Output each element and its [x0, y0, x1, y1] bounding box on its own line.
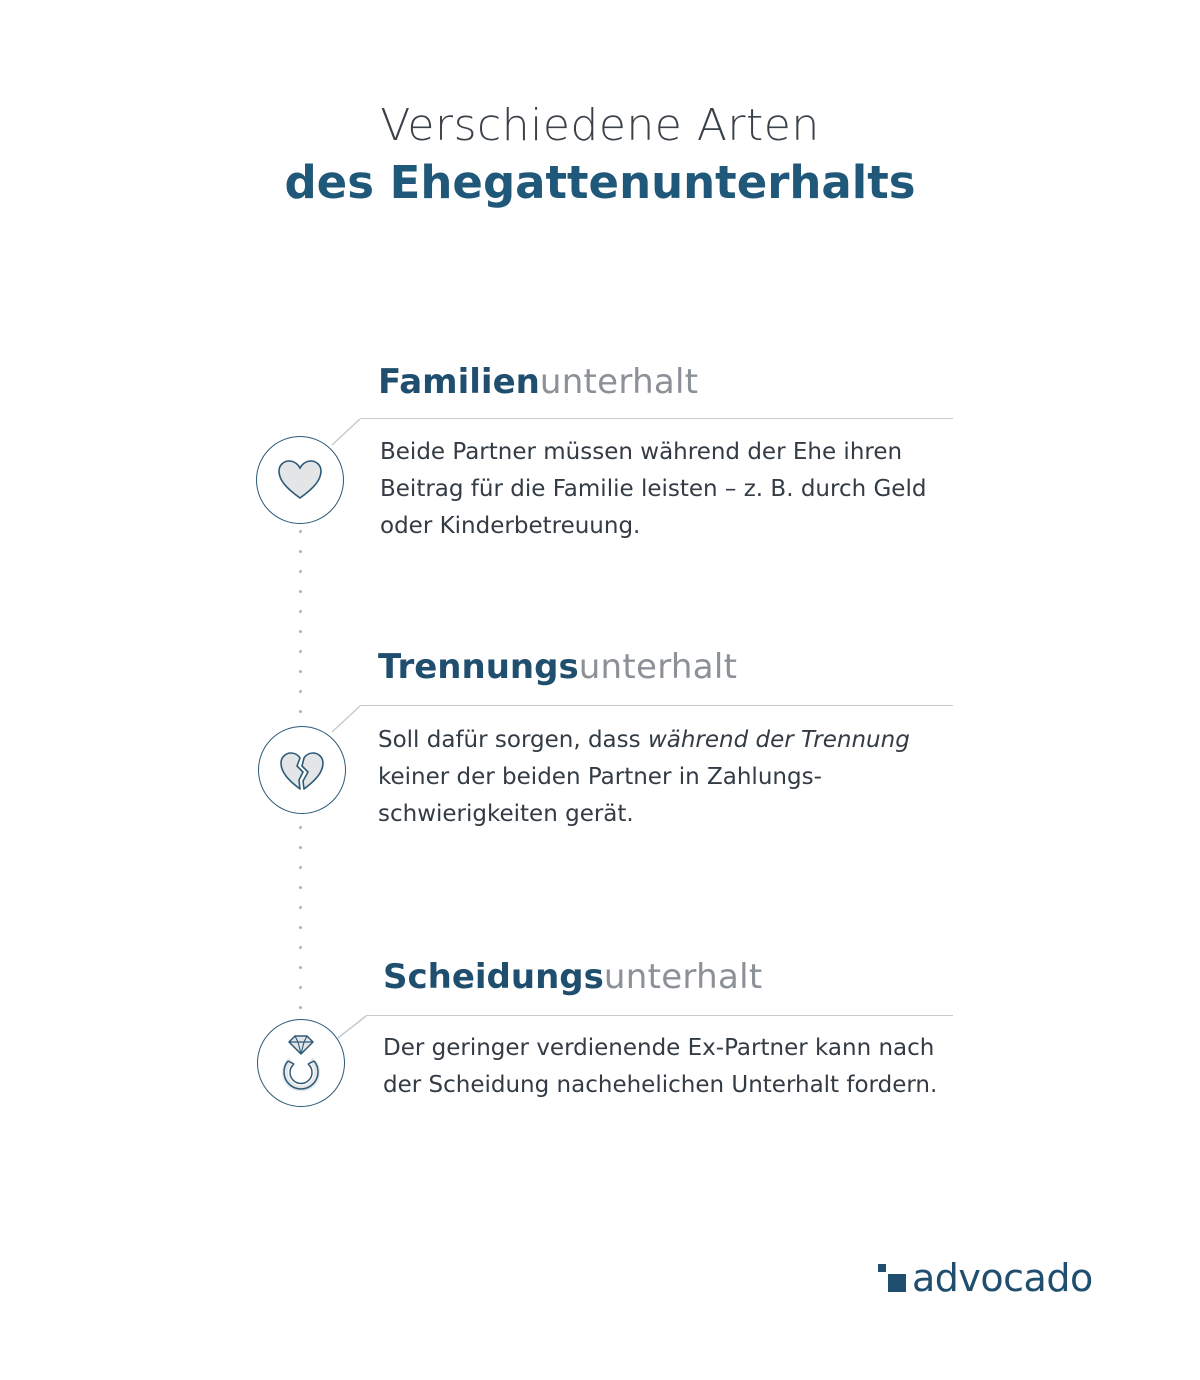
icon-circle [258, 726, 346, 814]
connector-line [330, 418, 362, 446]
logo-text: advocado [912, 1256, 1093, 1300]
broken-heart-icon [277, 745, 327, 795]
heading-light-part: unterhalt [578, 647, 738, 687]
diamond-ring-icon [275, 1034, 327, 1092]
heart-icon [276, 458, 324, 502]
description-italic: während der Trennung [647, 727, 910, 753]
section-heading-scheidungsunterhalt [383, 957, 762, 997]
heading-bold-part: Familien [378, 362, 540, 402]
heading-light-part: unterhalt [603, 957, 763, 997]
description-text-after: keiner der beiden Partner in Zahlungs-schwierigkeiten gerät. [378, 764, 822, 827]
section-description: Beide Partner müssen während der Ehe ihren Beitrag für die Familie leisten – z. B. durch Geld oder Kinderbetreuung. [380, 439, 927, 539]
heading-light-part: unterhalt [539, 362, 699, 402]
connector-line [336, 1015, 368, 1039]
section-description [378, 722, 958, 833]
section-heading-familienunterhalt [378, 362, 698, 402]
section-divider [366, 1015, 953, 1016]
page-title-line1: Verschiedene Arten [380, 100, 820, 151]
description-text-before: Soll dafür sorgen, dass [378, 727, 648, 753]
section-heading-trennungsunterhalt [378, 647, 737, 687]
timeline-dots [299, 826, 303, 1026]
timeline-dots [299, 530, 303, 730]
icon-circle [256, 436, 344, 524]
advocado-logo [878, 1256, 1093, 1300]
heading-bold-part: Scheidungs [383, 957, 604, 997]
connector-line [330, 705, 362, 733]
section-description: Der geringer verdienende Ex-Partner kann nach der Scheidung nachehelichen Unterhalt fordern. [383, 1035, 938, 1098]
section-divider [360, 705, 953, 706]
heading-bold-part: Trennungs [378, 647, 579, 687]
section-divider [360, 418, 953, 419]
icon-circle [257, 1019, 345, 1107]
page-title-line2: des Ehegattenunterhalts [284, 156, 916, 209]
logo-mark-icon [878, 1264, 906, 1292]
